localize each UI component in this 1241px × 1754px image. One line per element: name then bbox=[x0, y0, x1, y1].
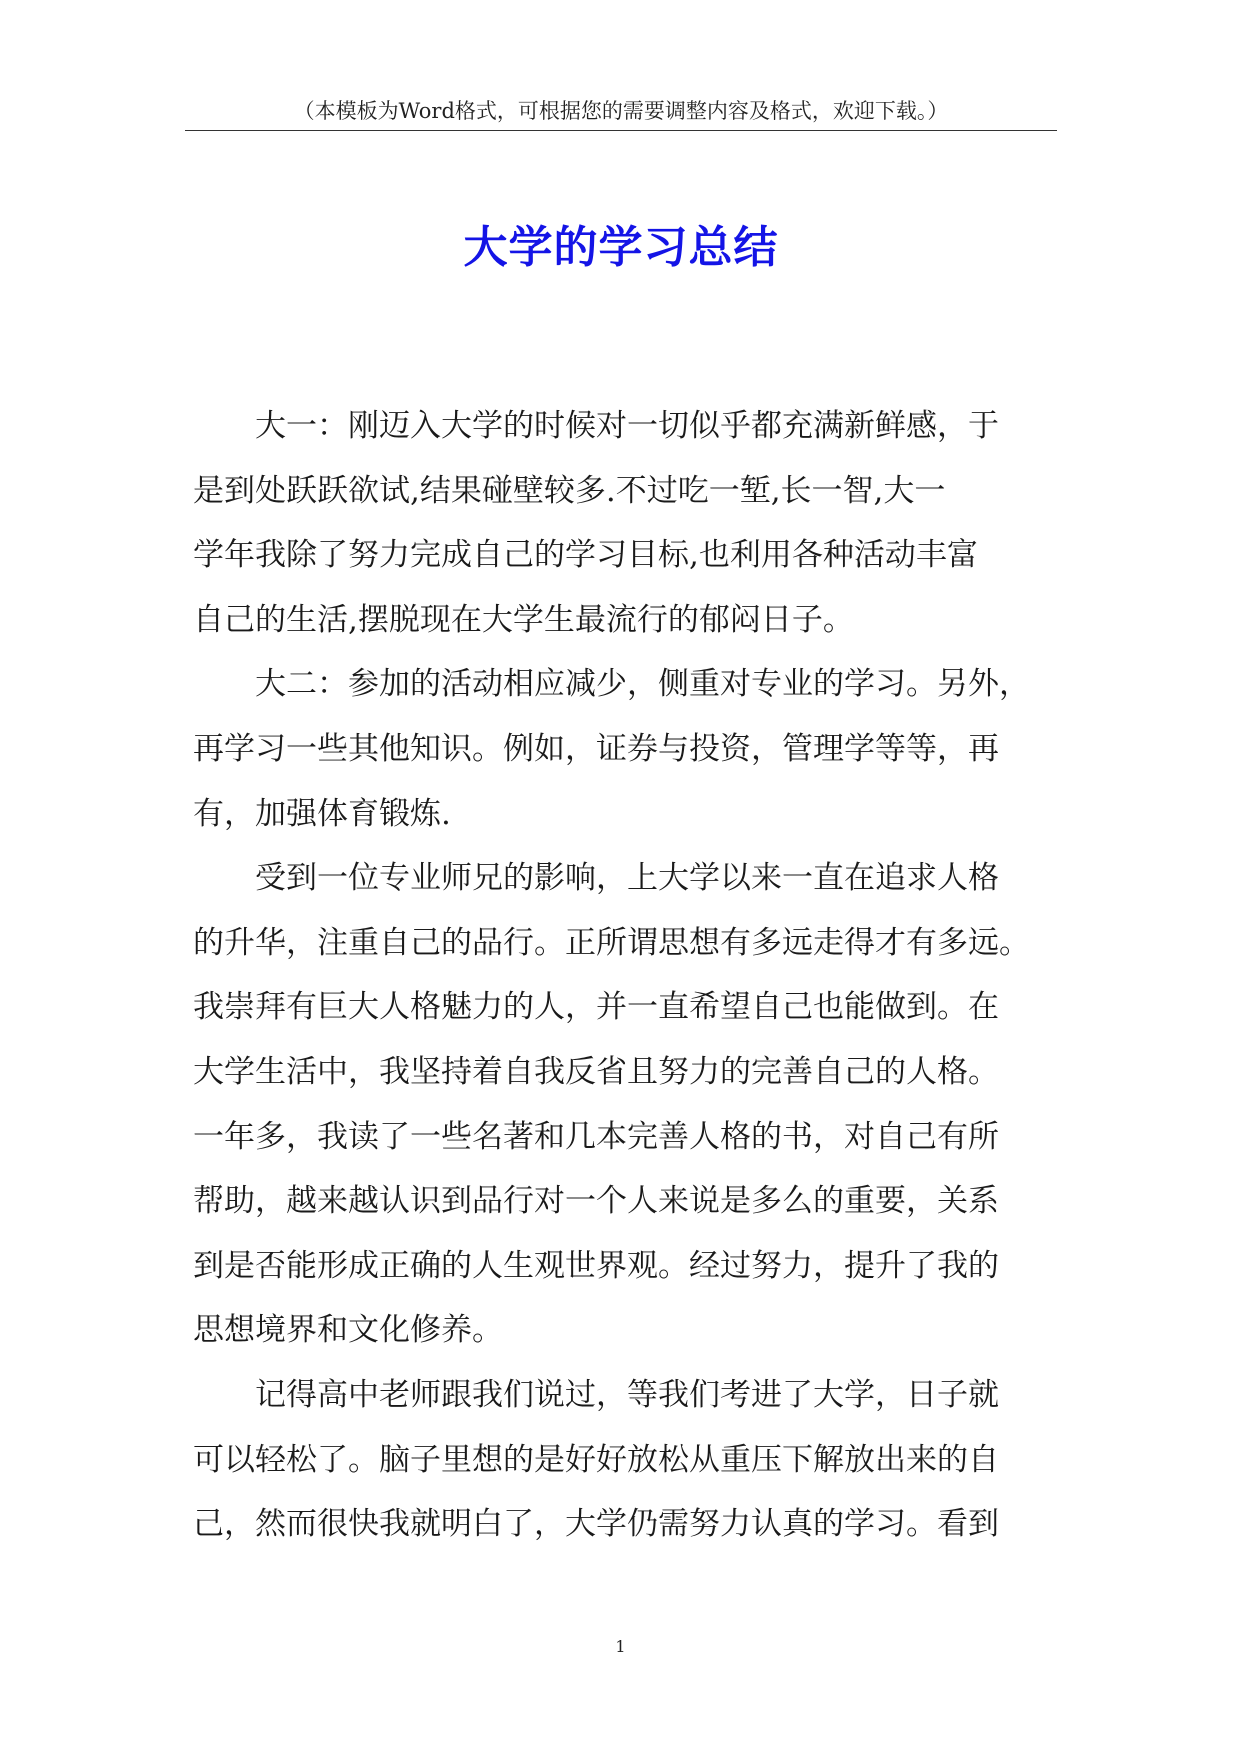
document-title: 大学的学习总结 bbox=[463, 222, 779, 273]
paragraph-line: 大二：参加的活动相应减少，侧重对专业的学习。另外， bbox=[255, 666, 1030, 703]
header-divider bbox=[185, 130, 1057, 131]
template-header-note: （本模板为Word格式，可根据您的需要调整内容及格式，欢迎下载。） bbox=[293, 99, 949, 123]
paragraph-line: 可以轻松了。脑子里想的是好好放松从重压下解放出来的自 bbox=[193, 1441, 999, 1478]
paragraph-line: 大学生活中，我坚持着自我反省且努力的完善自己的人格。 bbox=[193, 1053, 999, 1090]
paragraph-sophomore bbox=[193, 652, 1061, 846]
paragraph-line: 思想境界和文化修养。 bbox=[193, 1312, 503, 1349]
paragraph-line: 自己的生活,摆脱现在大学生最流行的郁闷日子。 bbox=[193, 601, 854, 638]
paragraph-character bbox=[193, 846, 1061, 1363]
paragraph-line: 再学习一些其他知识。例如，证券与投资，管理学等等，再 bbox=[193, 730, 999, 767]
page-number: 1 bbox=[615, 1637, 626, 1656]
paragraph-line: 有，加强体育锻炼. bbox=[193, 795, 451, 832]
paragraph-line: 大一：刚迈入大学的时候对一切似乎都充满新鲜感，于 bbox=[255, 408, 999, 444]
paragraph-line: 我崇拜有巨大人格魅力的人，并一直希望自己也能做到。在 bbox=[193, 989, 999, 1026]
paragraph-line: 帮助，越来越认识到品行对一个人来说是多么的重要，关系 bbox=[193, 1183, 999, 1220]
document-body bbox=[193, 394, 1061, 1557]
paragraph-freshman bbox=[193, 394, 1061, 652]
paragraph-line: 受到一位专业师兄的影响，上大学以来一直在追求人格 bbox=[255, 860, 999, 897]
paragraph-line: 己，然而很快我就明白了，大学仍需努力认真的学习。看到 bbox=[193, 1506, 999, 1543]
paragraph-line: 到是否能形成正确的人生观世界观。经过努力，提升了我的 bbox=[193, 1247, 999, 1284]
paragraph-high-school-teacher bbox=[193, 1363, 1061, 1557]
paragraph-line: 是到处跃跃欲试,结果碰壁较多.不过吃一堑,长一智,大一 bbox=[193, 472, 946, 509]
paragraph-line: 记得高中老师跟我们说过，等我们考进了大学，日子就 bbox=[255, 1376, 999, 1413]
paragraph-line: 学年我除了努力完成自己的学习目标,也利用各种活动丰富 bbox=[193, 537, 978, 574]
paragraph-line: 的升华，注重自己的品行。正所谓思想有多远走得才有多远。 bbox=[193, 924, 1030, 961]
paragraph-line: 一年多，我读了一些名著和几本完善人格的书，对自己有所 bbox=[193, 1118, 999, 1155]
